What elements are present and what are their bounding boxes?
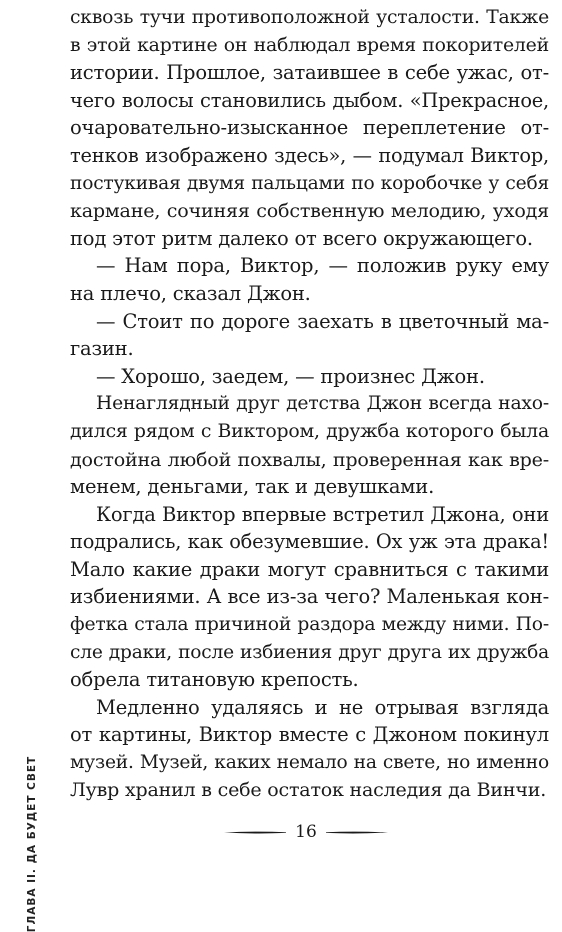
text-line: дился рядом с Виктором, дружба которого была xyxy=(70,419,549,442)
text-line: чего волосы становились дыбом. «Прекрасное, xyxy=(70,88,549,112)
text-line: сле драки, после избиения друг друга их дружба xyxy=(70,641,549,663)
text-line: тенков изображено здесь», — подумал Виктор, xyxy=(70,143,549,167)
text-line: менем, деньгами, так и девушками. xyxy=(70,475,435,499)
text-line: в этой картине он наблюдал время покорителей xyxy=(70,34,549,56)
text-line: достойна любой похвалы, проверенная как вре- xyxy=(70,447,549,471)
text-line: подрались, как обезумевшие. Ох уж эта драка! xyxy=(70,530,549,554)
text-line: Мало какие драки могут сравниться с такими xyxy=(70,557,549,581)
text-line: обрела титановую крепость. xyxy=(70,668,359,692)
text-line: постукивая двумя пальцами по коробочке у себя xyxy=(70,172,549,194)
text-line: кармане, сочиняя собственную мелодию, уходя xyxy=(70,199,549,223)
text-line: — Хорошо, заедем, — произнес Джон. xyxy=(96,364,485,388)
text-line: — Стоит по дороге заехать в цветочный ма- xyxy=(96,309,549,333)
right-ornament-rule xyxy=(326,831,388,834)
text-line: Ненаглядный друг детства Джон всегда нахо- xyxy=(96,393,549,415)
text-line: фетка стала причиной раздора между ними. По- xyxy=(70,614,549,636)
text-line: избиениями. А все из-за чего? Маленькая кон- xyxy=(70,585,549,609)
text-line: под этот ритм далеко от всего окружающего. xyxy=(70,226,533,250)
text-line: от картины, Виктор вместе с Джоном покинул xyxy=(70,723,549,747)
page-footer xyxy=(0,821,562,843)
text-line: сквозь тучи противоположной усталости. Также xyxy=(70,7,549,28)
text-line: на плечо, сказал Джон. xyxy=(70,281,311,305)
text-line: Когда Виктор впервые встретил Джона, они xyxy=(96,502,549,526)
left-ornament-rule xyxy=(224,831,286,834)
page-number: 16 xyxy=(295,822,317,842)
text-line: — Нам пора, Виктор, — положив руку ему xyxy=(96,254,549,278)
text-line: музей. Музей, каких немало на свете, но именно xyxy=(70,752,549,774)
text-line: Медленно удаляясь и не отрывая взгляда xyxy=(96,695,549,719)
text-line: газин. xyxy=(70,337,134,361)
running-header: ГЛАВА II. ДА БУДЕТ СВЕТ xyxy=(26,755,38,932)
text-line: истории. Прошлое, затаившее в себе ужас, от- xyxy=(70,61,549,85)
body-text xyxy=(70,4,549,804)
text-line: Лувр хранил в себе остаток наследия да Винчи. xyxy=(70,778,547,801)
text-line: очаровательно-изысканное переплетение от- xyxy=(70,116,549,140)
